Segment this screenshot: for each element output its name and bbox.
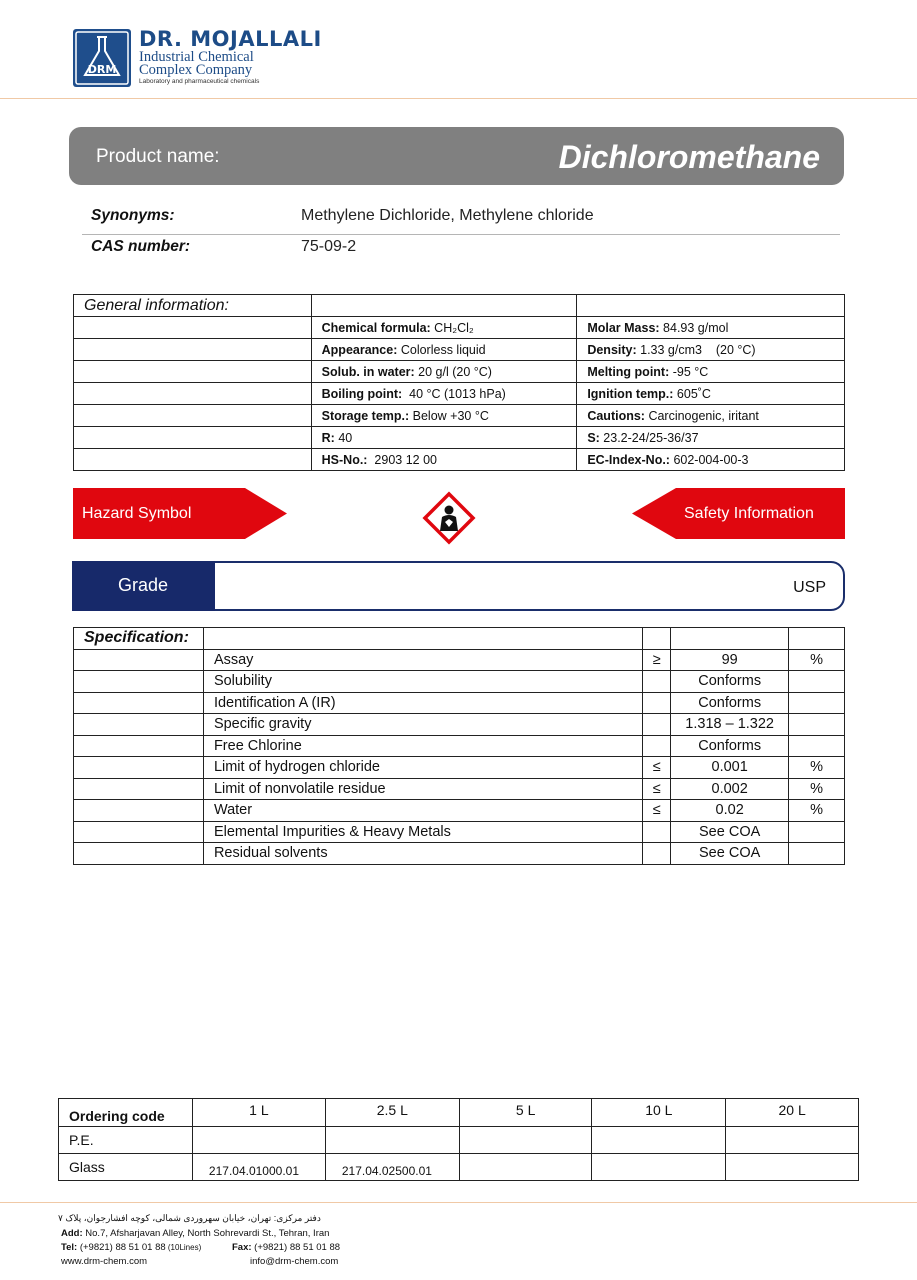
footer-email[interactable]: info@drm-chem.com bbox=[250, 1256, 339, 1267]
general-information-table bbox=[73, 294, 845, 471]
table-row bbox=[74, 800, 845, 822]
table-row bbox=[74, 295, 845, 317]
grade-label: Grade bbox=[118, 575, 169, 595]
general-cell: Solub. in water: 20 g/l (20 °C) bbox=[311, 361, 577, 383]
order-code: 217.04.01000.01 bbox=[192, 1154, 325, 1181]
order-code bbox=[325, 1127, 459, 1154]
table-row bbox=[59, 1154, 859, 1181]
table-row bbox=[74, 449, 845, 471]
size-header: 10 L bbox=[592, 1099, 726, 1127]
synonyms-value: Methylene Dichloride, Methylene chloride bbox=[301, 207, 594, 224]
order-code: 217.04.02500.01 bbox=[325, 1154, 459, 1181]
cas-label: CAS number: bbox=[91, 238, 191, 255]
footer-address: Add: No.7, Afsharjavan Alley, North Sohrevardi St., Tehran, Iran bbox=[61, 1228, 330, 1239]
spec-name: Residual solvents bbox=[203, 843, 642, 865]
table-row bbox=[74, 628, 845, 650]
header-divider bbox=[0, 98, 917, 99]
spec-name: Limit of hydrogen chloride bbox=[203, 757, 642, 779]
size-header: 20 L bbox=[726, 1099, 859, 1127]
company-name-line1: Industrial Chemical bbox=[139, 49, 254, 65]
table-row bbox=[59, 1127, 859, 1154]
size-header: 5 L bbox=[459, 1099, 592, 1127]
table-row bbox=[74, 735, 845, 757]
table-row bbox=[74, 843, 845, 865]
general-cell: Boiling point: 40 °C (1013 hPa) bbox=[311, 383, 577, 405]
hazard-symbol-label: Hazard Symbol bbox=[82, 505, 192, 522]
footer-divider bbox=[0, 1202, 917, 1203]
spec-value: 0.002 bbox=[671, 778, 789, 800]
spec-value: 99 bbox=[671, 649, 789, 671]
spec-operator bbox=[643, 692, 671, 714]
spec-unit bbox=[789, 821, 845, 843]
table-row bbox=[74, 317, 845, 339]
company-name: DR. MOJALLALI bbox=[139, 27, 322, 51]
spec-unit bbox=[789, 843, 845, 865]
product-name: Dichloromethane bbox=[558, 139, 820, 175]
safety-information-label: Safety Information bbox=[684, 505, 814, 522]
general-cell: Ignition temp.: 605˚C bbox=[577, 383, 845, 405]
company-name-line2: Complex Company bbox=[139, 62, 253, 78]
spec-value: See COA bbox=[671, 821, 789, 843]
general-cell: Appearance: Colorless liquid bbox=[311, 339, 577, 361]
spec-unit: % bbox=[789, 800, 845, 822]
synonyms-divider bbox=[82, 234, 840, 235]
spec-operator bbox=[643, 843, 671, 865]
spec-name: Elemental Impurities & Heavy Metals bbox=[203, 821, 642, 843]
table-row bbox=[74, 427, 845, 449]
order-code bbox=[192, 1127, 325, 1154]
spec-value: Conforms bbox=[671, 692, 789, 714]
table-row bbox=[74, 649, 845, 671]
general-cell: Chemical formula: CH₂Cl₂ bbox=[311, 317, 577, 339]
spec-unit: % bbox=[789, 649, 845, 671]
spec-unit: % bbox=[789, 757, 845, 779]
general-information-title: General information: bbox=[74, 295, 312, 317]
table-row bbox=[74, 692, 845, 714]
spec-unit bbox=[789, 735, 845, 757]
company-tagline: Laboratory and pharmaceutical chemicals bbox=[139, 78, 260, 85]
spec-operator bbox=[643, 821, 671, 843]
spec-operator bbox=[643, 671, 671, 693]
spec-operator bbox=[643, 735, 671, 757]
spec-unit bbox=[789, 714, 845, 736]
spec-unit bbox=[789, 671, 845, 693]
general-cell: R: 40 bbox=[311, 427, 577, 449]
general-cell: Molar Mass: 84.93 g/mol bbox=[577, 317, 845, 339]
footer-address-persian: دفتر مرکزی: تهران، خیابان سهروردی شمالی، کوچه افشارجوان، پلاک ۷ bbox=[58, 1213, 321, 1223]
packaging-label: P.E. bbox=[59, 1127, 193, 1154]
general-cell: EC-Index-No.: 602-004-00-3 bbox=[577, 449, 845, 471]
table-row bbox=[74, 671, 845, 693]
specification-table bbox=[73, 627, 845, 865]
cas-value: 75-09-2 bbox=[301, 238, 357, 255]
footer-fax: Fax: (+9821) 88 51 01 88 bbox=[232, 1242, 341, 1253]
spec-operator: ≤ bbox=[643, 800, 671, 822]
company-logo bbox=[73, 29, 131, 87]
spec-name: Solubility bbox=[203, 671, 642, 693]
spec-unit: % bbox=[789, 778, 845, 800]
spec-value: 0.02 bbox=[671, 800, 789, 822]
footer-phone: Tel: (+9821) 88 51 01 88 (10Lines) bbox=[61, 1242, 202, 1253]
table-row bbox=[74, 405, 845, 427]
order-code bbox=[459, 1127, 592, 1154]
spec-operator: ≥ bbox=[643, 649, 671, 671]
synonyms-label: Synonyms: bbox=[91, 207, 175, 224]
spec-name: Specific gravity bbox=[203, 714, 642, 736]
spec-value: See COA bbox=[671, 843, 789, 865]
general-cell: S: 23.2-24/25-36/37 bbox=[577, 427, 845, 449]
general-cell: HS-No.: 2903 12 00 bbox=[311, 449, 577, 471]
ordering-code-table bbox=[58, 1098, 859, 1181]
packaging-label: Glass bbox=[59, 1154, 193, 1181]
order-code bbox=[592, 1127, 726, 1154]
size-header: 2.5 L bbox=[325, 1099, 459, 1127]
table-row bbox=[74, 778, 845, 800]
table-row bbox=[74, 821, 845, 843]
order-code bbox=[459, 1154, 592, 1181]
spec-operator bbox=[643, 714, 671, 736]
spec-unit bbox=[789, 692, 845, 714]
spec-name: Assay bbox=[203, 649, 642, 671]
general-cell: Melting point: -95 °C bbox=[577, 361, 845, 383]
spec-operator: ≤ bbox=[643, 778, 671, 800]
table-row bbox=[74, 339, 845, 361]
spec-name: Water bbox=[203, 800, 642, 822]
specification-title: Specification: bbox=[74, 628, 204, 650]
spec-name: Free Chlorine bbox=[203, 735, 642, 757]
spec-value: 1.318 – 1.322 bbox=[671, 714, 789, 736]
ordering-code-title: Ordering code bbox=[59, 1099, 193, 1127]
order-code bbox=[726, 1154, 859, 1181]
table-row bbox=[59, 1099, 859, 1127]
general-cell: Density: 1.33 g/cm3 (20 °C) bbox=[577, 339, 845, 361]
table-row bbox=[74, 361, 845, 383]
ghs08-health-hazard-icon bbox=[420, 489, 478, 547]
spec-value: Conforms bbox=[671, 735, 789, 757]
spec-name: Limit of nonvolatile residue bbox=[203, 778, 642, 800]
table-row bbox=[74, 383, 845, 405]
flask-logo-icon bbox=[73, 29, 131, 87]
product-name-label: Product name: bbox=[96, 146, 220, 167]
footer-website[interactable]: www.drm-chem.com bbox=[61, 1256, 148, 1267]
size-header: 1 L bbox=[192, 1099, 325, 1127]
grade-value: USP bbox=[793, 579, 826, 596]
spec-value: Conforms bbox=[671, 671, 789, 693]
spec-value: 0.001 bbox=[671, 757, 789, 779]
order-code bbox=[592, 1154, 726, 1181]
spec-operator: ≤ bbox=[643, 757, 671, 779]
general-cell: Cautions: Carcinogenic, iritant bbox=[577, 405, 845, 427]
order-code bbox=[726, 1127, 859, 1154]
spec-name: Identification A (IR) bbox=[203, 692, 642, 714]
general-cell: Storage temp.: Below +30 °C bbox=[311, 405, 577, 427]
table-row bbox=[74, 714, 845, 736]
table-row bbox=[74, 757, 845, 779]
svg-text:DRM: DRM bbox=[87, 63, 117, 76]
